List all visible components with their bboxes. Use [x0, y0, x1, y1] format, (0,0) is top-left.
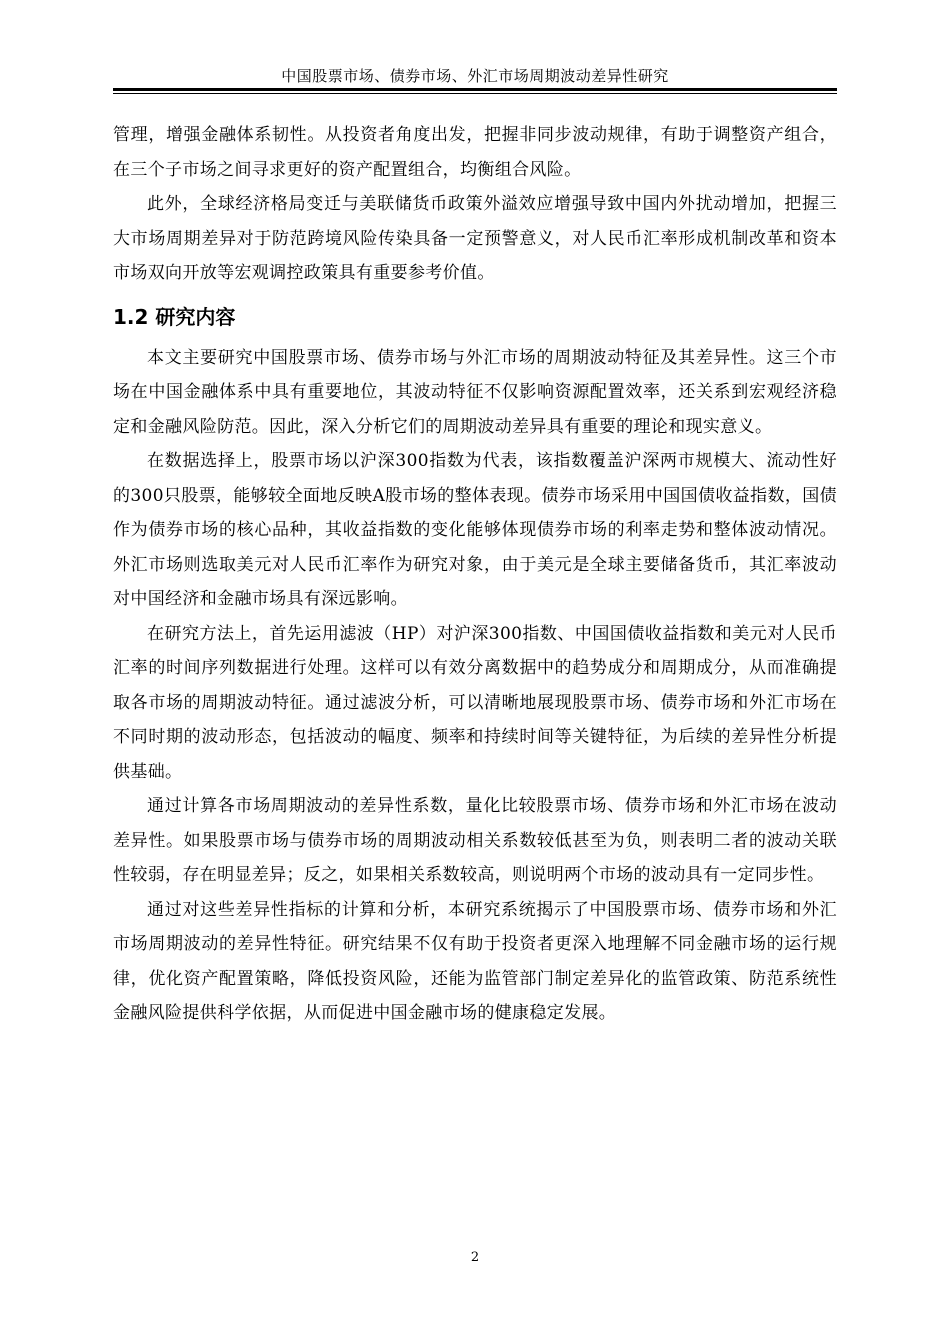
page-number: 2: [470, 1250, 480, 1265]
body-paragraph: 通过对这些差异性指标的计算和分析，本研究系统揭示了中国股票市场、债券市场和外汇市场周期波动的差异性特征。研究结果不仅有助于投资者更深入地理解不同金融市场的运行规律，优化资产配置策略，降低投资风险，还能为监管部门制定差异化的监管政策、防范系统性金融风险提供科学依据，从而促进中国金融市场的健康稳定发展。: [113, 899, 837, 1023]
section-heading: 1.2 研究内容: [113, 304, 236, 329]
header-rule-thin: [113, 93, 837, 94]
body-paragraph: 通过计算各市场周期波动的差异性系数，量化比较股票市场、债券市场和外汇市场在波动差异性。如果股票市场与债券市场的周期波动相关系数较低甚至为负，则表明二者的波动关联性较弱，存在明显差异；反之，如果相关系数较高，则说明两个市场的波动具有一定同步性。: [113, 796, 837, 885]
body-paragraph: 在研究方法上，首先运用滤波（HP）对沪深300指数、中国国债收益指数和美元对人民币汇率的时间序列数据进行处理。这样可以有效分离数据中的趋势成分和周期成分，从而准确提取各市场的周期波动特征。通过滤波分析，可以清晰地展现股票市场、债券市场和外汇市场在不同时期的波动形态，包括波动的幅度、频率和持续时间等关键特征，为后续的差异性分析提供基础。: [113, 623, 837, 782]
body-paragraph: 在数据选择上，股票市场以沪深300指数为代表，该指数覆盖沪深两市规模大、流动性好的300只股票，能够较全面地反映A股市场的整体表现。债券市场采用中国国债收益指数，国债作为债券市场的核心品种，其收益指数的变化能够体现债券市场的利率走势和整体波动情况。外汇市场则选取美元对人民币汇率作为研究对象，由于美元是全球主要储备货币，其汇率波动对中国经济和金融市场具有深远影响。: [113, 451, 837, 609]
page-body: [113, 118, 837, 1031]
body-paragraph: 本文主要研究中国股票市场、债券市场与外汇市场的周期波动特征及其差异性。这三个市场在中国金融体系中具有重要地位，其波动特征不仅影响资源配置效率，还关系到宏观经济稳定和金融风险防范。因此，深入分析它们的周期波动差异具有重要的理论和现实意义。: [113, 347, 837, 437]
body-paragraph: 此外，全球经济格局变迁与美联储货币政策外溢效应增强导致中国内外扰动增加，把握三大市场周期差异对于防范跨境风险传染具备一定预警意义，对人民币汇率形成机制改革和资本市场双向开放等宏观调控政策具有重要参考价值。: [113, 194, 837, 283]
running-header-title: 中国股票市场、债券市场、外汇市场周期波动差异性研究: [281, 67, 669, 85]
continued-paragraph: 管理，增强金融体系韧性。从投资者角度出发，把握非同步波动规律，有助于调整资产组合，在三个子市场之间寻求更好的资产配置组合，均衡组合风险。: [113, 125, 837, 180]
header-rule-thick: [113, 88, 837, 91]
